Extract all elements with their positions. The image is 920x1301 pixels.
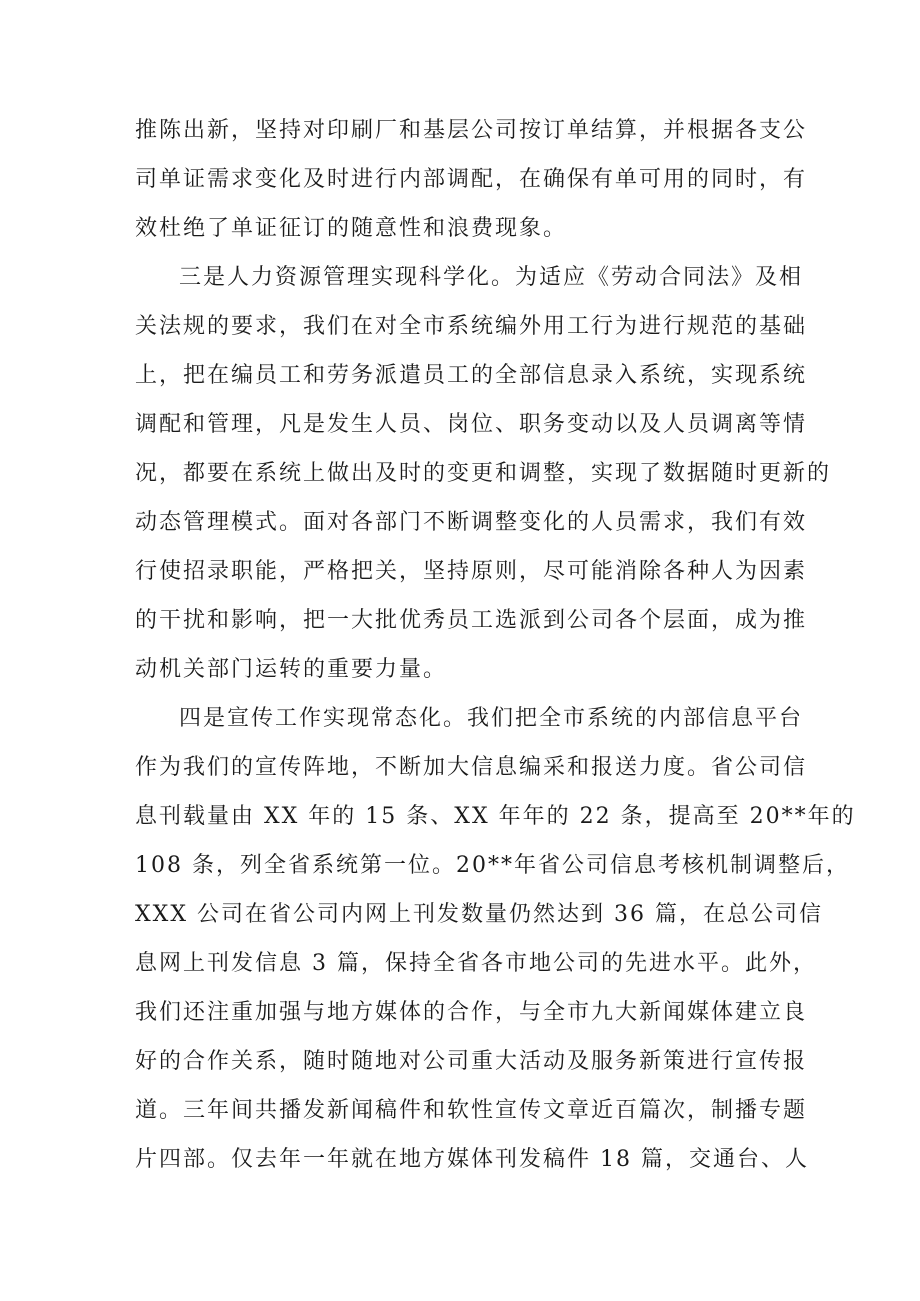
text-line: 息网上刊发信息 3 篇，保持全省各市地公司的先进水平。此外， xyxy=(135,951,817,976)
text-line: 四是宣传工作实现常态化。我们把全市系统的内部信息平台 xyxy=(179,706,804,731)
document-body xyxy=(135,106,856,1184)
text-line: 况，都要在系统上做出及时的变更和调整，实现了数据随时更新的 xyxy=(135,461,832,486)
text-line: 上，把在编员工和劳务派遣员工的全部信息录入系统，实现系统 xyxy=(135,363,808,388)
text-line: 作为我们的宣传阵地，不断加大信息编采和报送力度。省公司信 xyxy=(135,755,808,780)
text-line: 动机关部门运转的重要力量。 xyxy=(135,657,448,682)
text-line: 推陈出新，坚持对印刷厂和基层公司按订单结算，并根据各支公 xyxy=(135,118,808,143)
text-line: XXX 公司在省公司内网上刊发数量仍然达到 36 篇，在总公司信 xyxy=(135,902,823,927)
text-line: 道。三年间共播发新闻稿件和软性宣传文章近百篇次，制播专题 xyxy=(135,1098,808,1123)
text-line: 108 条，列全省系统第一位。20**年省公司信息考核机制调整后， xyxy=(135,853,850,878)
text-line: 息刊载量由 XX 年的 15 条、XX 年年的 22 条，提高至 20**年的 xyxy=(135,804,856,829)
text-line: 效杜绝了单证征订的随意性和浪费现象。 xyxy=(135,216,568,241)
text-line: 好的合作关系，随时随地对公司重大活动及服务新策进行宣传报 xyxy=(135,1049,808,1074)
text-line: 行使招录职能，严格把关，坚持原则，尽可能消除各种人为因素 xyxy=(135,559,808,584)
text-line: 关法规的要求，我们在对全市系统编外用工行为进行规范的基础 xyxy=(135,314,808,339)
text-line: 片四部。仅去年一年就在地方媒体刊发稿件 18 篇，交通台、人 xyxy=(135,1147,809,1172)
text-line: 三是人力资源管理实现科学化。为适应《劳动合同法》及相 xyxy=(179,265,804,290)
text-line: 调配和管理，凡是发生人员、岗位、职务变动以及人员调离等情 xyxy=(135,412,808,437)
paragraph-human-resources xyxy=(135,253,832,694)
text-line: 我们还注重加强与地方媒体的合作，与全市九大新闻媒体建立良 xyxy=(135,1000,808,1025)
text-line: 司单证需求变化及时进行内部调配，在确保有单可用的同时，有 xyxy=(135,167,808,192)
paragraph-publicity xyxy=(135,694,856,1184)
paragraph-continuation xyxy=(135,106,808,253)
text-line: 的干扰和影响，把一大批优秀员工选派到公司各个层面，成为推 xyxy=(135,608,808,633)
text-line: 动态管理模式。面对各部门不断调整变化的人员需求，我们有效 xyxy=(135,510,808,535)
